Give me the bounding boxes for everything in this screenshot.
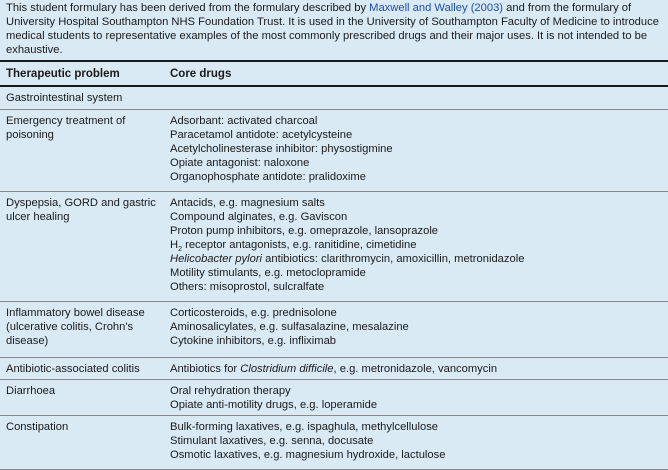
- row-drugs: [164, 358, 668, 380]
- drug-line: Proton pump inhibitors, e.g. omeprazole, lansoprazole: [170, 225, 439, 237]
- table-row: [0, 416, 668, 470]
- row-drugs: [164, 380, 668, 416]
- drug-line: Adsorbant: activated charcoal: [170, 115, 318, 127]
- table-row: [0, 358, 668, 380]
- drug-line: Helicobacter pylori antibiotics: clarithromycin, amoxicillin, metronidazole: [170, 253, 525, 265]
- row-drugs: [164, 110, 668, 192]
- table-row: [0, 110, 668, 192]
- intro-text-1: This student formulary has been derived from the formulary described by: [6, 2, 370, 14]
- section-title: Gastrointestinal system: [0, 86, 668, 110]
- row-problem: Emergency treatment of poisoning: [0, 110, 164, 192]
- drug-line: Bulk-forming laxatives, e.g. ispaghula, methylcellulose: [170, 421, 439, 433]
- intro-paragraph: [0, 0, 668, 60]
- drug-line: Opiate anti-motility drugs, e.g. loperamide: [170, 399, 378, 411]
- row-problem: Constipation: [0, 416, 164, 470]
- drug-line: Compound alginates, e.g. Gaviscon: [170, 211, 348, 223]
- drug-line: Corticosteroids, e.g. prednisolone: [170, 307, 337, 319]
- drug-line: $H_2$ receptor antagonists, e.g. ranitidine, cimetidine: [170, 239, 417, 254]
- drug-line: Others: misoprostol, sulcralfate: [170, 281, 325, 293]
- row-drugs: [164, 302, 668, 358]
- row-problem: Antibiotic-associated colitis: [0, 358, 164, 380]
- drug-line: Antacids, e.g. magnesium salts: [170, 197, 325, 209]
- intro-text-2: and from the formulary of University Hospital Southampton NHS Foundation Trust. It is used in the University of Southampton Faculty of Medicine to introduce medical students to representative examples of the most commonly prescribed drugs and their major uses. It is not intended to be exhaustive.: [6, 2, 659, 56]
- table-row: [0, 380, 668, 416]
- table-header-row: [0, 61, 668, 86]
- drug-line: Aminosalicylates, e.g. sulfasalazine, mesalazine: [170, 321, 409, 333]
- row-drugs: [164, 416, 668, 470]
- row-problem: Diarrhoea: [0, 380, 164, 416]
- row-problem: Inflammatory bowel disease (ulcerative colitis, Crohn's disease): [0, 302, 164, 358]
- citation-link[interactable]: Maxwell and Walley (2003): [369, 2, 504, 14]
- header-therapeutic-problem: Therapeutic problem: [0, 61, 164, 86]
- header-core-drugs: Core drugs: [164, 61, 668, 86]
- drug-line: Organophosphate antidote: pralidoxime: [170, 171, 366, 183]
- drug-line: Paracetamol antidote: acetylcysteine: [170, 129, 353, 141]
- table-row: [0, 192, 668, 302]
- drug-line: Opiate antagonist: naloxone: [170, 157, 310, 169]
- table-row: [0, 302, 668, 358]
- drug-line: Cytokine inhibitors, e.g. infliximab: [170, 335, 337, 347]
- row-problem: Dyspepsia, GORD and gastric ulcer healing: [0, 192, 164, 302]
- drug-line: Osmotic laxatives, e.g. magnesium hydroxide, lactulose: [170, 449, 446, 461]
- section-row: [0, 86, 668, 110]
- row-drugs: [164, 192, 668, 302]
- drug-line: Stimulant laxatives, e.g. senna, docusate: [170, 435, 374, 447]
- drug-line: Oral rehydration therapy: [170, 385, 291, 397]
- drug-line: Antibiotics for Clostridium difficile, e.g. metronidazole, vancomycin: [170, 363, 498, 375]
- drug-line: Motility stimulants, e.g. metoclopramide: [170, 267, 366, 279]
- drug-line: Acetylcholinesterase inhibitor: physostigmine: [170, 143, 393, 155]
- formulary-table: [0, 60, 668, 470]
